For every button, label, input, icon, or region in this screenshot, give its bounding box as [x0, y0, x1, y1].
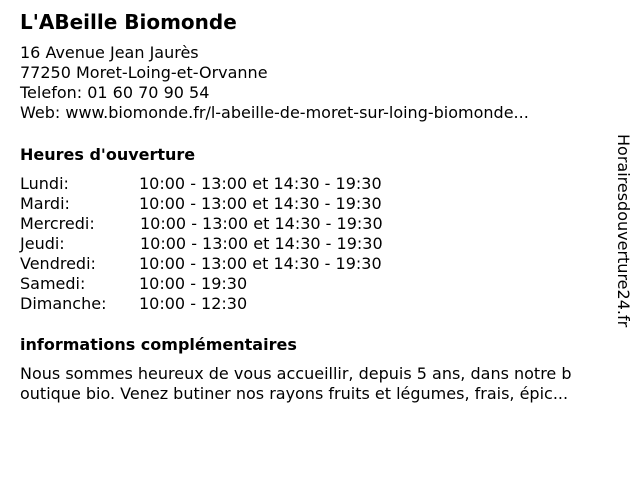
description-line-1: Nous sommes heureux de vous accueillir, depuis 5 ans, dans notre b — [20, 364, 572, 383]
time-range: 10:00 - 12:30 — [139, 294, 248, 313]
time-range: 10:00 - 19:30 — [139, 274, 248, 293]
website-link[interactable]: Web: www.biomonde.fr/l-abeille-de-moret-sur-loing-biomonde... — [20, 103, 529, 122]
day-label: Vendredi: — [20, 254, 96, 273]
day-label: Lundi: — [20, 174, 69, 193]
address-block — [20, 43, 529, 123]
day-label: Mardi: — [20, 194, 70, 213]
store-name: L'ABeille Biomonde — [20, 10, 237, 34]
time-range: 10:00 - 13:00 et 14:30 - 19:30 — [139, 254, 382, 273]
city-address: 77250 Moret-Loing-et-Orvanne — [20, 63, 268, 82]
street-address: 16 Avenue Jean Jaurès — [20, 43, 199, 62]
time-range: 10:00 - 13:00 et 14:30 - 19:30 — [139, 174, 382, 193]
day-label: Mercredi: — [20, 214, 95, 233]
day-label: Dimanche: — [20, 294, 107, 313]
day-label: Samedi: — [20, 274, 86, 293]
phone-number: Telefon: 01 60 70 90 54 — [20, 83, 210, 102]
time-range: 10:00 - 13:00 et 14:30 - 19:30 — [140, 214, 383, 233]
hours-title: Heures d'ouverture — [20, 145, 196, 164]
description-text — [20, 364, 620, 404]
site-watermark: Horairesdouverture24.fr — [614, 134, 633, 328]
time-range: 10:00 - 13:00 et 14:30 - 19:30 — [140, 234, 383, 253]
time-range: 10:00 - 13:00 et 14:30 - 19:30 — [139, 194, 382, 213]
info-title: informations complémentaires — [20, 335, 297, 354]
day-label: Jeudi: — [20, 234, 65, 253]
description-line-2: outique bio. Venez butiner nos rayons fruits et légumes, frais, épic... — [20, 384, 569, 403]
